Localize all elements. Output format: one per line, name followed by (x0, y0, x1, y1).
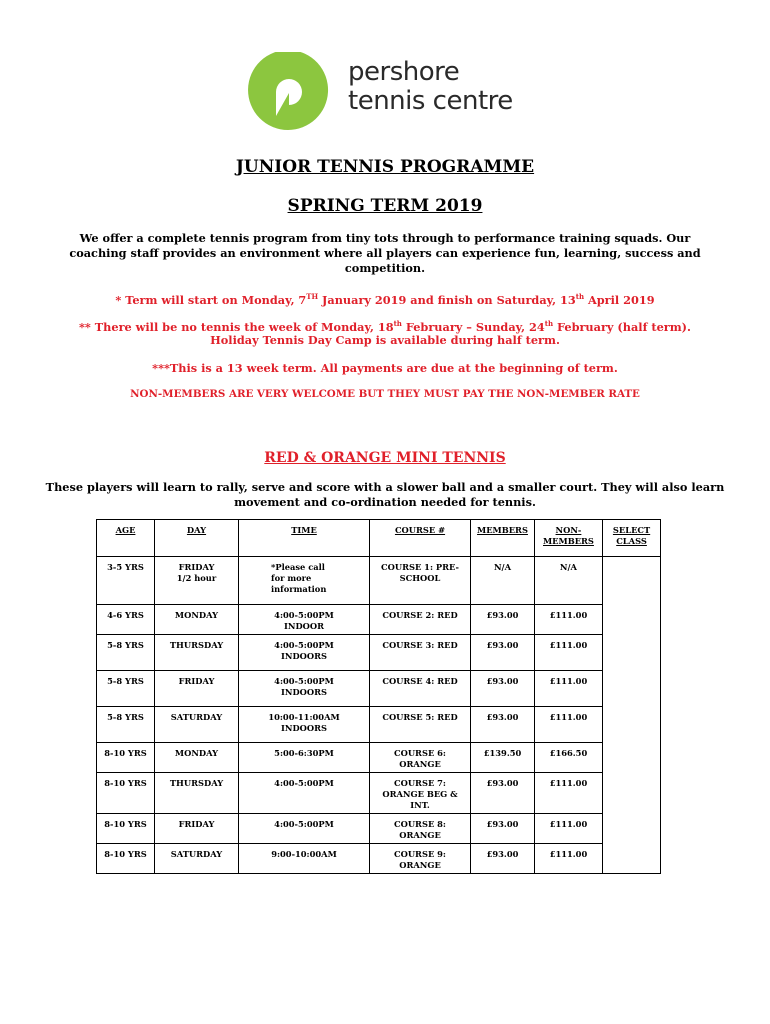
table-row (97, 773, 661, 814)
header-time: TIME (239, 520, 370, 557)
select-class-checkbox[interactable] (602, 605, 660, 635)
break-note-sup-1: th (393, 319, 402, 328)
intro-paragraph: We offer a complete tennis program from tiny tots through to performance training squads. Our coaching staff provides an environment where all players can experience fun, learning, success and competition. (69, 231, 701, 275)
header-age: AGE (97, 520, 155, 557)
cell-course: COURSE 8: ORANGE (370, 814, 471, 844)
term-note-sup-1: TH (306, 292, 319, 301)
cell-members-price: £93.00 (471, 635, 535, 671)
select-class-checkbox[interactable] (602, 557, 660, 605)
table-row (97, 671, 661, 707)
cell-time: 4:00-5:00PM INDOORS (239, 671, 370, 707)
term-dates-note (0, 289, 770, 308)
table-row (97, 557, 661, 605)
header-members: MEMBERS (471, 520, 535, 557)
page-subtitle: SPRING TERM 2019 (287, 196, 483, 216)
select-class-checkbox[interactable] (602, 743, 660, 773)
cell-time: *Please call for more information (239, 557, 370, 605)
cell-age: 8-10 YRS (97, 773, 155, 814)
cell-course: COURSE 4: RED (370, 671, 471, 707)
cell-members-price: £93.00 (471, 671, 535, 707)
cell-members-price: £139.50 (471, 743, 535, 773)
cell-non-members-price: £111.00 (535, 605, 603, 635)
cell-non-members-price: £111.00 (535, 773, 603, 814)
table-row (97, 743, 661, 773)
cell-day: FRIDAY 1/2 hour (155, 557, 239, 605)
term-note-b: January 2019 and finish on Saturday, 13 (318, 292, 576, 307)
cell-time: 4:00-5:00PM INDOORS (239, 635, 370, 671)
cell-time: 4:00-5:00PM (239, 773, 370, 814)
cell-course: COURSE 3: RED (370, 635, 471, 671)
cell-non-members-price: £111.00 (535, 707, 603, 743)
cell-members-price: £93.00 (471, 844, 535, 874)
header-course: COURSE # (370, 520, 471, 557)
table-row (97, 707, 661, 743)
cell-time: 4:00-5:00PM (239, 814, 370, 844)
term-note-c: April 2019 (584, 292, 655, 307)
break-note-sup-2: th (544, 319, 554, 328)
cell-non-members-price: £166.50 (535, 743, 603, 773)
section-description: These players will learn to rally, serve and score with a slower ball and a smaller court. They will also learn movement and co-ordination needed for tennis. (45, 480, 725, 509)
cell-age: 5-8 YRS (97, 671, 155, 707)
page-title: JUNIOR TENNIS PROGRAMME (235, 157, 535, 177)
cell-time: 9:00-10:00AM (239, 844, 370, 874)
logo-mark-icon (248, 52, 328, 130)
cell-members-price: £93.00 (471, 773, 535, 814)
logo-line-1: pershore (348, 57, 460, 87)
section-heading-text: RED & ORANGE MINI TENNIS (264, 450, 506, 466)
break-note-c: February (half term). (553, 319, 691, 334)
cell-non-members-price: £111.00 (535, 671, 603, 707)
cell-day: SATURDAY (155, 844, 239, 874)
cell-day: MONDAY (155, 605, 239, 635)
cell-day: THURSDAY (155, 635, 239, 671)
header-day: DAY (155, 520, 239, 557)
select-class-checkbox[interactable] (602, 707, 660, 743)
cell-age: 5-8 YRS (97, 635, 155, 671)
cell-course: COURSE 7: ORANGE BEG & INT. (370, 773, 471, 814)
cell-members-price: £93.00 (471, 814, 535, 844)
cell-members-price: N/A (471, 557, 535, 605)
cell-day: FRIDAY (155, 814, 239, 844)
course-table (96, 519, 661, 874)
table-row (97, 635, 661, 671)
cell-course: COURSE 5: RED (370, 707, 471, 743)
table-row (97, 844, 661, 874)
cell-course: COURSE 2: RED (370, 605, 471, 635)
cell-course: COURSE 1: PRE-SCHOOL (370, 557, 471, 605)
logo-text (348, 58, 513, 116)
select-class-checkbox[interactable] (602, 814, 660, 844)
cell-day: MONDAY (155, 743, 239, 773)
header-select-class: SELECT CLASS (602, 520, 660, 557)
cell-time: 10:00-11:00AM INDOORS (239, 707, 370, 743)
header-non-members: NON-MEMBERS (535, 520, 603, 557)
cell-course: COURSE 9: ORANGE (370, 844, 471, 874)
cell-non-members-price: £111.00 (535, 635, 603, 671)
cell-members-price: £93.00 (471, 707, 535, 743)
cell-day: THURSDAY (155, 773, 239, 814)
cell-non-members-price: £111.00 (535, 814, 603, 844)
cell-non-members-price: £111.00 (535, 844, 603, 874)
cell-age: 8-10 YRS (97, 743, 155, 773)
break-note-b: February – Sunday, 24 (401, 319, 545, 334)
cell-members-price: £93.00 (471, 605, 535, 635)
cell-day: FRIDAY (155, 671, 239, 707)
select-class-checkbox[interactable] (602, 671, 660, 707)
cell-time: 5:00-6:30PM (239, 743, 370, 773)
logo-line-2: tennis centre (348, 86, 513, 116)
cell-time: 4:00-5:00PM INDOOR (239, 605, 370, 635)
cell-age: 5-8 YRS (97, 707, 155, 743)
term-note-a: * Term will start on Monday, 7 (115, 292, 307, 307)
section-heading (0, 450, 770, 466)
break-note-a: ** There will be no tennis the week of Monday, 18 (79, 319, 394, 334)
cell-age: 3-5 YRS (97, 557, 155, 605)
table-row (97, 605, 661, 635)
table-header-row (97, 520, 661, 557)
cell-course: COURSE 6: ORANGE (370, 743, 471, 773)
term-weeks-note: ***This is a 13 week term. All payments are due at the beginning of term. (152, 361, 618, 375)
select-class-checkbox[interactable] (602, 773, 660, 814)
select-class-checkbox[interactable] (602, 635, 660, 671)
day-camp-note: Holiday Tennis Day Camp is available during half term. (210, 333, 560, 347)
table-row (97, 814, 661, 844)
cell-age: 8-10 YRS (97, 844, 155, 874)
cell-age: 8-10 YRS (97, 814, 155, 844)
term-note-sup-2: th (575, 292, 585, 301)
non-members-note: NON-MEMBERS ARE VERY WELCOME BUT THEY MUST PAY THE NON-MEMBER RATE (130, 388, 640, 400)
cell-age: 4-6 YRS (97, 605, 155, 635)
cell-day: SATURDAY (155, 707, 239, 743)
cell-non-members-price: N/A (535, 557, 603, 605)
select-class-checkbox[interactable] (602, 844, 660, 874)
